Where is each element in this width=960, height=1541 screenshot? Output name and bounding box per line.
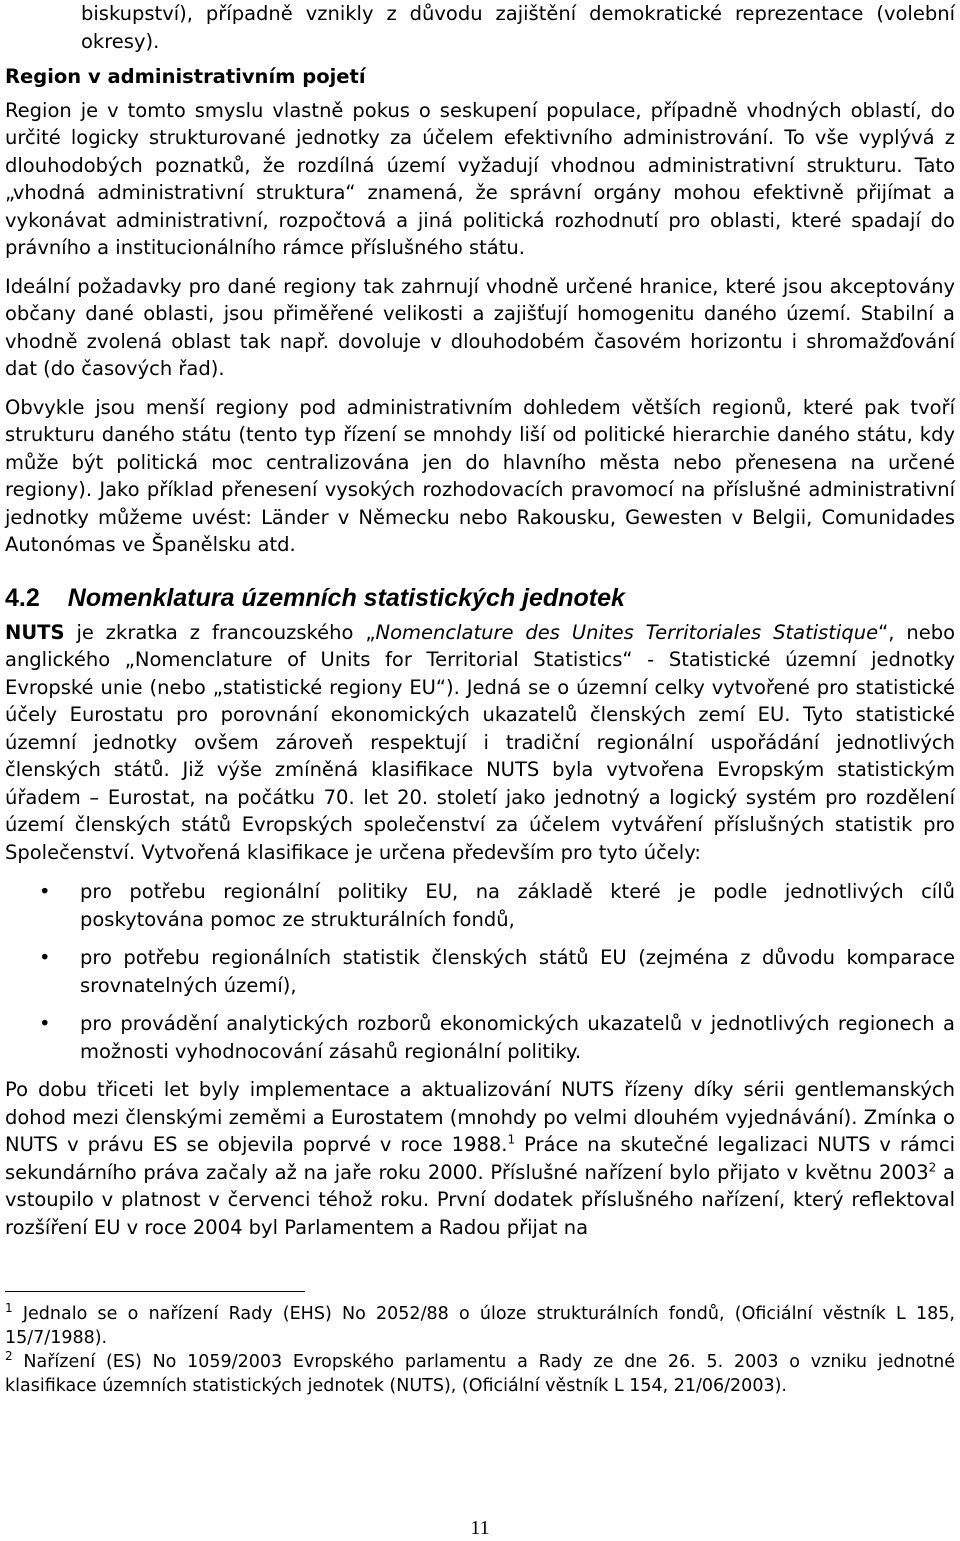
footnote-ref-2[interactable]: 2 <box>928 1160 937 1174</box>
section-heading-nuts <box>5 581 955 615</box>
section-title: Nomenklatura územních statistických jednotek <box>67 583 625 612</box>
footnote-2: $^2$ Nařízení (ES) No 1059/2003 Evropského parlamentu a Rady ze dne 26. 5. 2003 o vzniku jednotné klasifikace územních statistických jednotek (NUTS), (Oficiální věstník L 154, 21/06/2003). <box>5 1349 955 1396</box>
french-name: Nomenclature des Unites Territoriales Statistique <box>375 620 879 644</box>
continued-paragraph: biskupství), případně vznikly z důvodu zajištění demokratické reprezentace (volební okresy). <box>81 2 955 53</box>
footnote-mark: 2 <box>5 1349 13 1364</box>
bullet-icon: • <box>39 1012 51 1035</box>
nuts-term: NUTS <box>5 620 65 644</box>
footnote-1: $^1$ Jednalo se o nařízení Rady (EHS) No 2052/88 o úloze strukturálních fondů, (Oficiální věstník L 185, 15/7/1988). <box>5 1301 955 1348</box>
list-item: • pro provádění analytických rozborů ekonomických ukazatelů v jednotlivých regionech a možnosti vyhodnocování zásahů regionální politiky. <box>39 1012 955 1063</box>
bullet-icon: • <box>39 946 51 969</box>
footnote-ref-1[interactable]: 1 <box>507 1132 516 1147</box>
list-item: • pro potřebu regionálních statistik členských států EU (zejména z důvodu komparace srovnatelných území), <box>39 946 955 997</box>
purpose-list <box>5 878 955 1065</box>
document-page <box>5 0 955 1398</box>
footnote-mark: 1 <box>5 1301 13 1316</box>
paragraph-admin-3: Obvykle jsou menší regiony pod administrativním dohledem větších regionů, které pak tvoří strukturu daného státu (tento typ řízení se mnohdy liší od politické hierarchie daného státu, kdy může být politická moc centralizována jen do hlavního města nebo přenesena na určené regiony). Jako příklad přenesení vysokých rozhodovacích pravomocí na příslušné administrativní jednotky můžeme uvést: Länder v Německu nebo Rakousku, Gewesten v Belgii, Comunidades Autonómas ve Španělsku atd. <box>5 395 955 556</box>
paragraph-admin-1: Region je v tomto smyslu vlastně pokus o seskupení populace, případně vhodných oblastí, do určité logicky strukturované jednotky za účelem efektivního administrování. To vše vyplývá z dlouhodobých poznatků, že rozdílná území vyžadují vhodnou administrativní strukturu. Tato „vhodná administrativní struktura“ znamená, že správní orgány mohou efektivně přijímat a vykonávat administrativní, rozpočtová a jiná politická rozhodnutí pro oblasti, které spadají do právního a institucionálního rámce příslušného státu. <box>5 98 955 259</box>
bullet-icon: • <box>39 880 51 903</box>
paragraph-admin-2: Ideální požadavky pro dané regiony tak zahrnují vhodně určené hranice, které jsou akceptovány občany dané oblasti, jsou přiměřené velikosti a zajišťují homogenitu daného území. Stabilní a vhodně zvolená oblast tak např. dovoluje v dlouhodobém časovém horizontu i shromažďování dat (do časových řad). <box>5 274 955 380</box>
section-number: 4.2 <box>5 583 40 612</box>
footnote-divider <box>5 1291 305 1292</box>
section-heading-admin: Region v administrativním pojetí <box>5 65 366 88</box>
page-number: 11 <box>470 1517 490 1539</box>
list-item: • pro potřebu regionální politiky EU, na základě které je podle jednotlivých cílů poskytována pomoc ze strukturálních fondů, <box>39 880 955 931</box>
paragraph-nuts-intro: NUTS je zkratka z francouzského „Nomenclature des Unites Territoriales Statistique“, nebo anglického „Nomenclature of Units for Territorial Statistics“ - Statistické územní jednotky Evropské unie (nebo „statistické regiony EU“). Jedná se o územní celky vytvořené pro statistické účely Eurostatu pro porovnání ekonomických ukazatelů členských zemí EU. Tyto statistické územní jednotky ovšem zároveň respektují i tradiční regionální uspořádání jednotlivých členských států. Již výše zmíněná klasifikace NUTS byla vytvořena Evropským statistickým úřadem – Eurostat, na počátku 70. let 20. století jako jednotný a logický systém pro rozdělení území členských států Evropských společenství za účelem vytváření příslušných statistik pro Společenství. Vytvořená klasifikace je určena především pro tyto účely: <box>5 620 955 864</box>
paragraph-nuts-history: Po dobu třiceti let byly implementace a aktualizování NUTS řízeny díky sérii gentlemanských dohod mezi členskými zeměmi a Eurostatem (mnohdy po velmi dlouhém vyjednávání). Zmínka o NUTS v právu ES se objevila poprvé v roce 1988.$^1$ Práce na skutečné legalizaci NUTS v rámci sekundárního práva začaly až na jaře roku 2000. Příslušné nařízení bylo přijato v květnu 2003$^2$ a vstoupilo v platnost v červenci téhož roku. První dodatek příslušného nařízení, který reflektoval rozšíření EU v roce 2004 byl Parlamentem a Radou přijat na <box>5 1078 956 1239</box>
